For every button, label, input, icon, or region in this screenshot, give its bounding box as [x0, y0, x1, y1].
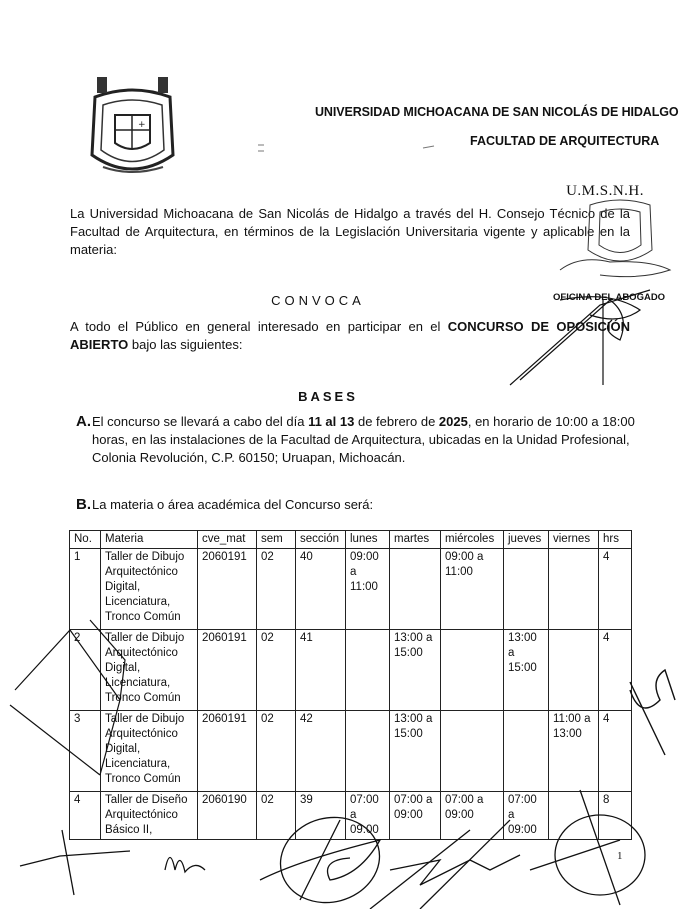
col-header: Materia: [101, 531, 198, 549]
subjects-table: [69, 530, 632, 840]
page-number: 1: [617, 850, 623, 862]
col-header: viernes: [549, 531, 599, 549]
stamp-abbreviation: U.M.S.N.H.: [566, 183, 644, 199]
col-header: sem: [257, 531, 296, 549]
col-header: lunes: [346, 531, 390, 549]
col-header: No.: [70, 531, 101, 549]
bases-title: BASES: [298, 389, 358, 404]
col-header: miércoles: [441, 531, 504, 549]
table-header-row: [70, 531, 632, 549]
svg-text:+: +: [138, 120, 146, 130]
convoca-title: CONVOCA: [271, 293, 365, 308]
item-letter: B.: [76, 496, 91, 513]
table-row: 3 Taller de Dibujo Arquitectónico Digital, Licenciatura, Tronco Común 2060191 02 42 13:00 a 15:00 11:00 a 13:00 4: [70, 711, 632, 792]
col-header: jueves: [504, 531, 549, 549]
item-letter: A.: [76, 413, 91, 430]
stamp-office-label: OFICINA DEL ABOGADO: [553, 292, 666, 303]
col-header: cve_mat: [198, 531, 257, 549]
col-header: hrs: [599, 531, 632, 549]
base-item-a: A. El concurso se llevará a cabo del día 11 al 13 de febrero de 2025, en horario de 10:00 a 18:00 horas, en las instalaciones de la Facultad de Arquitectura, ubicadas en la Unidad Profesional, Colonia Revolución, C.P. 60150; Uruapan, Michoacán.: [76, 413, 635, 465]
contest-name: CONCURSO DE OPOSICIÓN ABIERTO: [70, 319, 631, 352]
university-seal-icon: [85, 75, 180, 185]
col-header: martes: [390, 531, 441, 549]
col-header: sección: [296, 531, 346, 549]
table-row: 1 Taller de Dibujo Arquitectónico Digital, Licenciatura, Tronco Común 2060191 02 40 09:00 a 11:00 09:00 a 11:00 4: [70, 549, 632, 630]
intro-paragraph: La Universidad Michoacana de San Nicolás de Hidalgo a través del H. Consejo Técnico de la Facultad de Arquitectura, en términos de la Legislación Universitaria vigente y aplicable en la materia:: [70, 206, 630, 257]
invitation-paragraph: A todo el Público en general interesado en participar en el CONCURSO DE OPOSICIÓN ABIERTO bajo las siguientes:: [70, 319, 631, 352]
university-name: UNIVERSIDAD MICHOACANA DE SAN NICOLÁS DE HIDALGO: [315, 105, 679, 119]
table-row: 4 Taller de Diseño Arquitectónico Básico II, 2060190 02 39 07:00 a 09:00 07:00 a 09:00 07:00 a 09:00 07:00 a 09:00 8: [70, 792, 632, 840]
base-item-b: B. La materia o área académica del Concurso será:: [76, 496, 374, 513]
faculty-name: FACULTAD DE ARQUITECTURA: [470, 134, 660, 148]
table-row: 2 Taller de Dibujo Arquitectónico Digital, Licenciatura, Tronco Común 2060191 02 41 13:00 a 15:00 13:00 a 15:00 4: [70, 630, 632, 711]
